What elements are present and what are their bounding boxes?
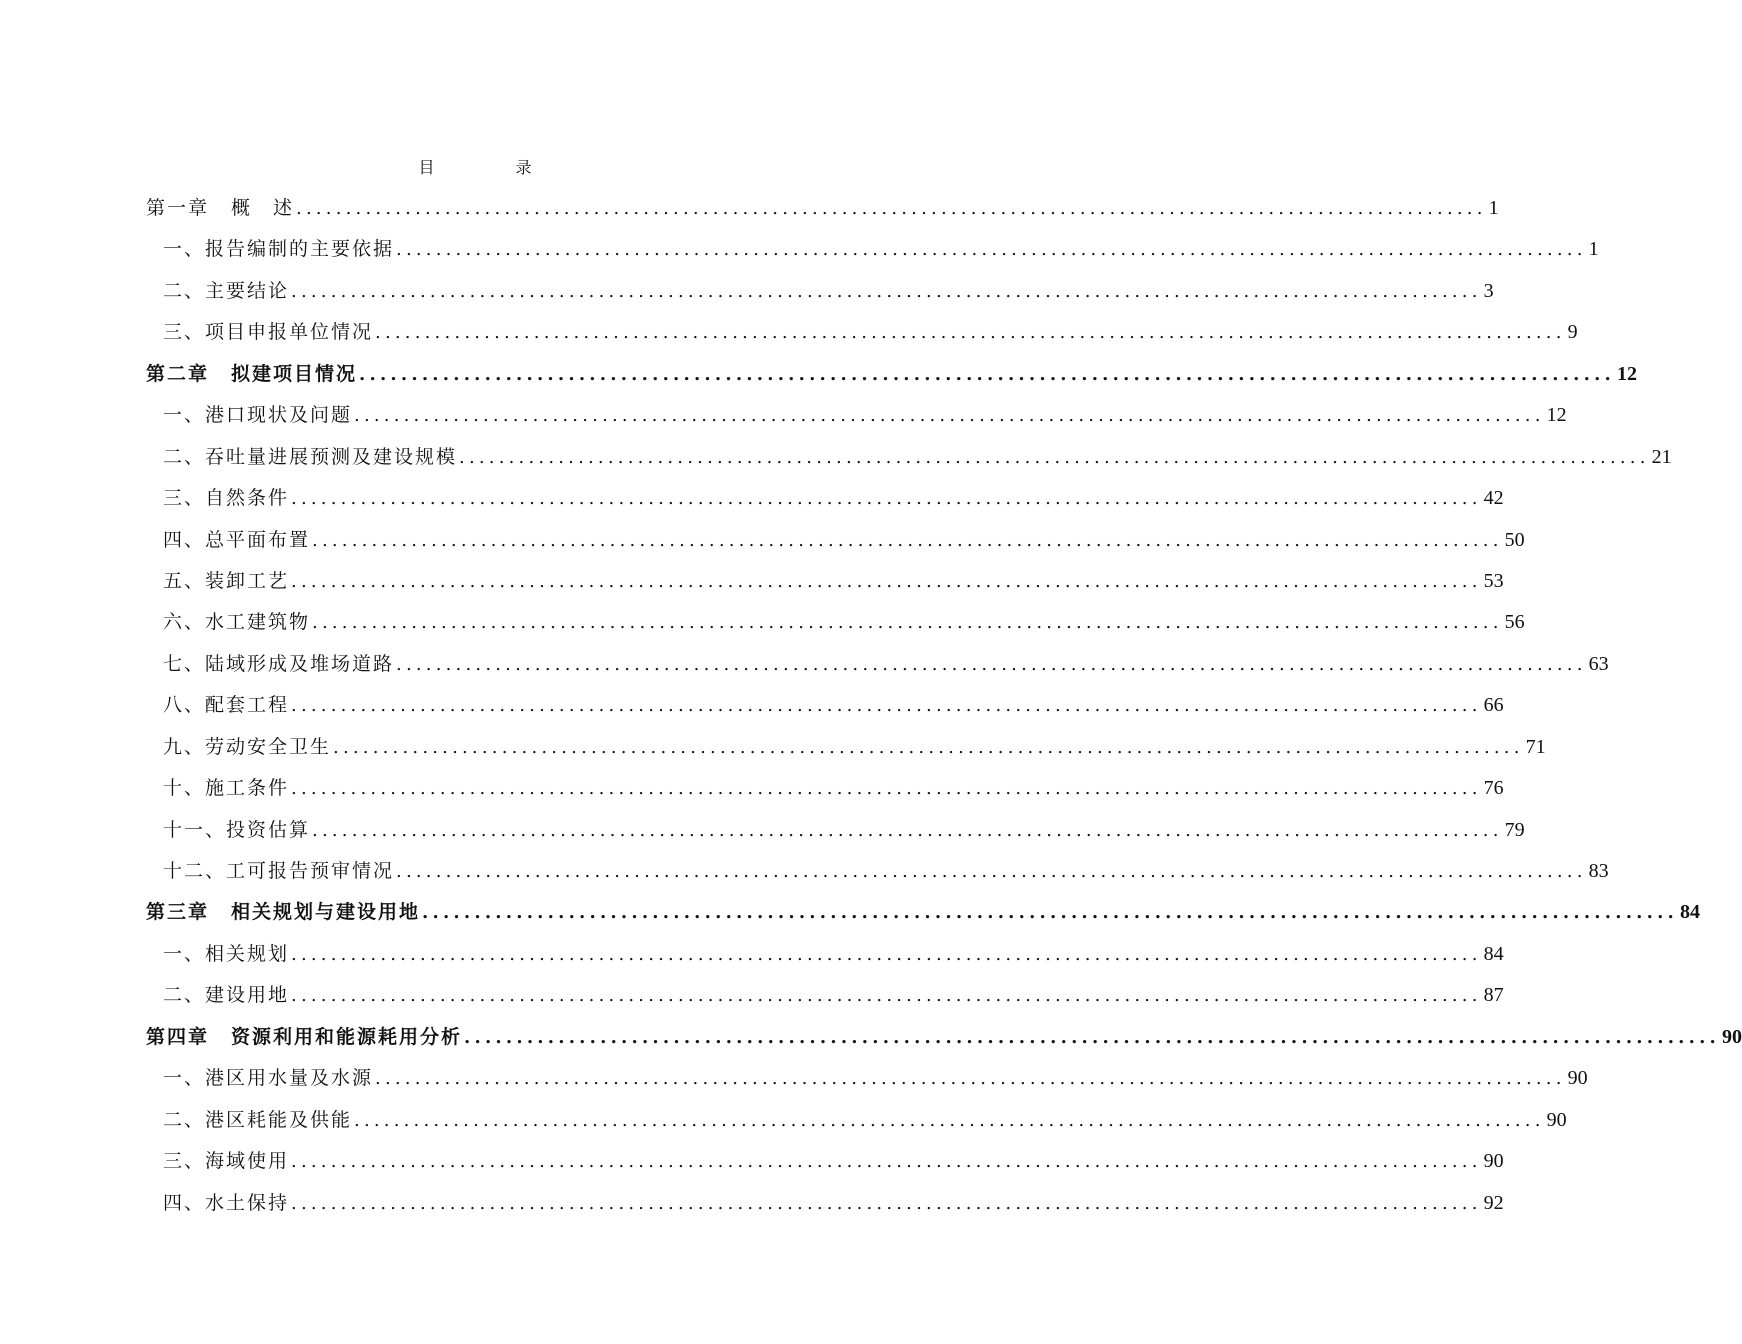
- toc-section-entry[interactable]: [146, 1100, 1567, 1141]
- toc-section-entry[interactable]: [146, 810, 1525, 851]
- toc-page-number: 53: [1483, 569, 1504, 592]
- toc-entry-name: 概 述: [231, 197, 295, 219]
- toc-entry-name: 项目申报单位情况: [205, 321, 374, 344]
- toc-entry-name: 港区耗能及供能: [205, 1108, 353, 1131]
- toc-entry-number: 四、: [163, 528, 206, 551]
- toc-entry-label: [163, 644, 394, 685]
- toc-entry-number: 二、: [163, 279, 206, 302]
- toc-entry-label: [163, 478, 289, 519]
- toc-entry-name: 建设用地: [205, 984, 290, 1007]
- toc-page-number: 71: [1525, 735, 1546, 758]
- toc-entry-name: 报告编制的主要依据: [205, 238, 395, 261]
- toc-entry-label: [163, 768, 289, 809]
- toc-entry-label: [163, 312, 373, 353]
- toc-entry-number: 八、: [163, 694, 206, 717]
- toc-section-entry[interactable]: [146, 1058, 1588, 1099]
- toc-leader-dots: ........................................................................................................................: [354, 405, 1545, 427]
- toc-entry-name: 相关规划与建设用地: [231, 901, 421, 924]
- toc-leader-dots: ........................................................................................................................: [359, 363, 1616, 385]
- toc-section-entry[interactable]: [146, 644, 1609, 685]
- toc-page-number: 1: [1588, 238, 1599, 261]
- toc-page-number: 66: [1483, 694, 1504, 717]
- toc-leader-dots: ........................................................................................................................: [422, 902, 1679, 924]
- toc-page-number: 42: [1483, 487, 1504, 510]
- toc-entry-number: 四、: [163, 1191, 206, 1214]
- toc-entry-number: 一、: [163, 238, 206, 261]
- toc-entry-label: [163, 934, 289, 975]
- toc-entry-name: 装卸工艺: [205, 569, 290, 592]
- toc-entry-label: [163, 727, 331, 768]
- toc-entry-name: 投资估算: [226, 818, 311, 841]
- toc-page-number: 50: [1504, 528, 1525, 551]
- toc-leader-dots: ........................................................................................................................: [396, 861, 1587, 882]
- toc-leader-dots: ........................................................................................................................: [291, 280, 1482, 302]
- toc-page-number: 79: [1504, 818, 1525, 841]
- toc-entry-name: 港口现状及问题: [205, 404, 353, 427]
- toc-page-number: 90: [1722, 1025, 1742, 1048]
- toc-entry-name: 主要结论: [205, 279, 290, 302]
- toc-page-number: 90: [1483, 1150, 1504, 1173]
- toc-entry-name: 水土保持: [205, 1191, 290, 1214]
- toc-leader-dots: ........................................................................................................................: [464, 1026, 1721, 1048]
- toc-section-entry[interactable]: [146, 312, 1578, 353]
- toc-entry-label: [163, 975, 289, 1016]
- toc-leader-dots: ........................................................................................................................: [291, 985, 1482, 1007]
- toc-entry-number: 一、: [163, 1067, 206, 1090]
- toc-entry-label: [163, 1058, 373, 1099]
- toc-page-number: 92: [1483, 1191, 1504, 1214]
- toc-entry-number: 十一、: [163, 818, 227, 841]
- toc-entry-number: 三、: [163, 1150, 206, 1173]
- toc-entry-label: [146, 354, 357, 395]
- toc-entry-number: 三、: [163, 321, 206, 344]
- toc-section-entry[interactable]: [146, 602, 1525, 643]
- toc-entry-label: [163, 271, 289, 312]
- toc-entry-number: 一、: [163, 942, 206, 965]
- toc-entry-number: 一、: [163, 404, 206, 427]
- toc-section-entry[interactable]: [146, 478, 1504, 519]
- toc-entry-label: [146, 892, 420, 933]
- toc-section-entry[interactable]: [146, 1141, 1504, 1182]
- toc-entry-label: [163, 520, 310, 561]
- toc-leader-dots: ........................................................................................................................: [375, 1068, 1566, 1090]
- toc-entry-label: [163, 685, 289, 726]
- toc-leader-dots: ........................................................................................................................: [312, 529, 1503, 551]
- toc-entry-name: 自然条件: [205, 487, 290, 510]
- toc-leader-dots: ........................................................................................................................: [354, 1109, 1545, 1131]
- toc-leader-dots: ........................................................................................................................: [296, 198, 1487, 219]
- toc-page-number: 21: [1651, 445, 1672, 468]
- toc-entry-label: [163, 602, 310, 643]
- toc-entry-number: 十、: [163, 777, 206, 800]
- toc-leader-dots: ........................................................................................................................: [396, 239, 1587, 261]
- toc-leader-dots: ........................................................................................................................: [291, 778, 1482, 800]
- toc-entry-number: 七、: [163, 652, 206, 675]
- toc-leader-dots: ........................................................................................................................: [312, 819, 1503, 841]
- toc-page-number: 84: [1483, 942, 1504, 965]
- toc-leader-dots: ........................................................................................................................: [375, 322, 1566, 344]
- toc-section-entry[interactable]: [146, 395, 1567, 436]
- toc-page-number: 1: [1488, 197, 1499, 219]
- toc-page-number: 12: [1617, 362, 1638, 385]
- toc-entry-name: 施工条件: [205, 777, 290, 800]
- toc-entry-number: 二、: [163, 1108, 206, 1131]
- toc-page-number: 63: [1588, 652, 1609, 675]
- toc-page-number: 90: [1567, 1067, 1588, 1090]
- toc-entry-name: 陆域形成及堆场道路: [205, 652, 395, 675]
- toc-entry-label: [163, 1141, 289, 1182]
- toc-section-entry[interactable]: [146, 851, 1609, 892]
- toc-section-entry[interactable]: [146, 768, 1504, 809]
- toc-entry-label: [146, 1017, 462, 1058]
- toc-entry-name: 相关规划: [205, 942, 290, 965]
- toc-section-entry[interactable]: [146, 685, 1504, 726]
- toc-entry-name: 海域使用: [205, 1150, 290, 1173]
- toc-chapter-entry[interactable]: [146, 892, 1701, 933]
- toc-entry-number: 第一章: [146, 197, 210, 219]
- toc-section-entry[interactable]: [146, 229, 1599, 270]
- toc-entry-label: [163, 810, 310, 851]
- toc-chapter-entry[interactable]: [146, 354, 1638, 395]
- toc-entry-number: 二、: [163, 984, 206, 1007]
- toc-entry-number: 第四章: [146, 1025, 210, 1048]
- toc-entry-name: 配套工程: [205, 694, 290, 717]
- toc-page-number: 76: [1483, 777, 1504, 800]
- toc-entry-label: [163, 561, 289, 602]
- toc-page-number: 12: [1546, 404, 1567, 427]
- toc-entry-label: [146, 188, 294, 229]
- toc-chapter-entry[interactable]: [146, 188, 1499, 229]
- toc-leader-dots: ........................................................................................................................: [291, 570, 1482, 592]
- toc-entry-number: 第三章: [146, 901, 210, 924]
- toc-leader-dots: ........................................................................................................................: [333, 736, 1524, 758]
- toc-entry-number: 第二章: [146, 362, 210, 385]
- toc-section-entry[interactable]: [146, 520, 1525, 561]
- toc-section-entry[interactable]: [146, 975, 1504, 1016]
- toc-page-number: 83: [1588, 860, 1609, 882]
- toc-entry-number: 五、: [163, 569, 206, 592]
- toc-section-entry[interactable]: [146, 437, 1672, 478]
- toc-leader-dots: ........................................................................................................................: [291, 488, 1482, 510]
- toc-chapter-entry[interactable]: [146, 1017, 1742, 1058]
- toc-entry-label: [163, 851, 394, 892]
- toc-entry-label: [163, 1100, 352, 1141]
- toc-entry-number: 十二、: [163, 860, 227, 882]
- toc-page-number: 84: [1680, 901, 1701, 924]
- toc-entry-name: 拟建项目情况: [231, 362, 358, 385]
- toc-section-entry[interactable]: [146, 727, 1546, 768]
- toc-entry-name: 港区用水量及水源: [205, 1067, 374, 1090]
- toc-entry-number: 九、: [163, 735, 206, 758]
- toc-entry-name: 资源利用和能源耗用分析: [231, 1025, 463, 1048]
- toc-page-number: 3: [1483, 279, 1494, 302]
- toc-leader-dots: ........................................................................................................................: [291, 1192, 1482, 1214]
- toc-leader-dots: ........................................................................................................................: [291, 695, 1482, 717]
- toc-page-number: 87: [1483, 984, 1504, 1007]
- toc-section-entry[interactable]: [146, 561, 1504, 602]
- page-title: 目 录: [418, 158, 570, 177]
- toc-page-number: 90: [1546, 1108, 1567, 1131]
- toc-page-number: 56: [1504, 611, 1525, 634]
- toc-leader-dots: ........................................................................................................................: [312, 612, 1503, 634]
- toc-entry-label: [163, 437, 457, 478]
- toc-entry-label: [163, 229, 394, 270]
- toc-entry-name: 劳动安全卫生: [205, 735, 332, 758]
- toc-entry-name: 工可报告预审情况: [226, 860, 395, 882]
- toc-leader-dots: ........................................................................................................................: [291, 1151, 1482, 1173]
- toc-leader-dots: ........................................................................................................................: [291, 943, 1482, 965]
- toc-page-number: 9: [1567, 321, 1578, 344]
- toc-section-entry[interactable]: [146, 1183, 1504, 1224]
- toc-entry-name: 水工建筑物: [205, 611, 311, 634]
- table-of-contents: [146, 188, 1742, 1224]
- toc-section-entry[interactable]: [146, 271, 1494, 312]
- toc-leader-dots: ........................................................................................................................: [396, 653, 1587, 675]
- toc-entry-label: [163, 1183, 289, 1224]
- toc-entry-name: 总平面布置: [205, 528, 311, 551]
- toc-entry-number: 三、: [163, 487, 206, 510]
- toc-entry-name: 吞吐量进展预测及建设规模: [205, 445, 458, 468]
- toc-entry-number: 六、: [163, 611, 206, 634]
- toc-entry-label: [163, 395, 352, 436]
- toc-section-entry[interactable]: [146, 934, 1504, 975]
- toc-entry-number: 二、: [163, 445, 206, 468]
- toc-leader-dots: ........................................................................................................................: [459, 446, 1650, 468]
